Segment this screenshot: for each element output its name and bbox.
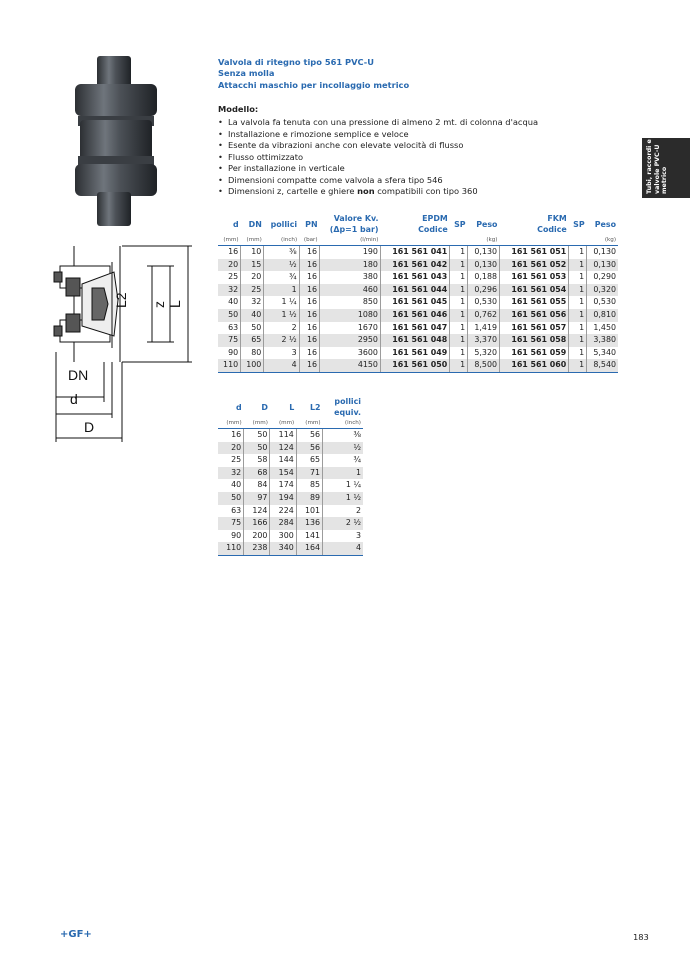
table-cell: 8,500 (468, 359, 500, 372)
table-row (218, 517, 363, 530)
table-cell: 0,130 (587, 259, 618, 272)
table-cell: ½ (264, 259, 299, 272)
dimension-label-z: z (151, 301, 167, 308)
product-subtitle-spring: Senza molla (218, 68, 275, 79)
table-cell: 161 561 060 (499, 359, 568, 372)
table-cell: 380 (320, 271, 381, 284)
unit-label: (mm) (305, 420, 321, 426)
table-cell: 25 (241, 284, 264, 297)
table-cell: 40 (228, 297, 239, 307)
table-cell: 154 (270, 467, 296, 480)
unit-label: (l/min) (360, 237, 379, 243)
table-cell: 0,810 (587, 309, 618, 322)
col-header-dn: DN (248, 219, 262, 229)
dimensions-table (218, 396, 363, 556)
table-cell: 161 561 048 (380, 334, 449, 347)
table-cell: 110 (218, 542, 244, 555)
table-cell: 1 (569, 309, 587, 322)
table-cell: 1,419 (468, 322, 500, 335)
table-cell: 2950 (320, 334, 381, 347)
table-cell: 1670 (320, 322, 381, 335)
chapter-side-tab (642, 138, 690, 198)
table-cell: 16 (299, 359, 319, 372)
table-cell: 0,320 (587, 284, 618, 297)
table-cell: 161 561 055 (499, 296, 568, 309)
feature-text: Dimensioni compatte come valvola a sfera tipo 546 (228, 174, 443, 185)
table-cell: 200 (244, 530, 270, 543)
table-cell: 1 (569, 259, 587, 272)
table-cell: 1 (264, 284, 299, 297)
table-cell: 161 561 042 (380, 259, 449, 272)
table-cell: 85 (296, 479, 322, 492)
list-item (218, 163, 538, 175)
col-header-d: d (232, 219, 239, 229)
col-header-pollici: pollici (270, 219, 298, 229)
col-header-d: d (235, 402, 242, 412)
table-cell: 124 (244, 505, 270, 518)
table-cell: 0,188 (468, 271, 500, 284)
table-cell: 20 (218, 259, 241, 272)
table-cell: 3,370 (468, 334, 500, 347)
table-cell: 75 (218, 517, 244, 530)
table-cell: 65 (296, 454, 322, 467)
table-cell: 16 (299, 259, 319, 272)
table-cell: ½ (323, 442, 363, 455)
table-cell: 161 561 053 (499, 271, 568, 284)
table-cell: 2 (323, 505, 363, 518)
feature-text: La valvola fa tenuta con una pressione di almeno 2 mt. di colonna d'acqua (228, 117, 539, 127)
table-cell: 161 561 057 (499, 322, 568, 335)
table-cell: 40 (231, 480, 242, 490)
table-cell: 32 (218, 467, 244, 480)
table-cell: 25 (231, 455, 242, 465)
table-cell: 1 ½ (323, 492, 363, 505)
feature-text: Flusso ottimizzato (228, 151, 304, 162)
table-cell: 20 (241, 271, 264, 284)
model-title: Modello: (218, 104, 259, 114)
table-cell: 16 (299, 271, 319, 284)
table-cell: 50 (218, 492, 244, 505)
table-cell: 71 (296, 467, 322, 480)
table-cell: 65 (241, 334, 264, 347)
table-cell: 16 (299, 296, 319, 309)
unit-label: (mm) (252, 420, 268, 426)
table-cell: 460 (320, 284, 381, 297)
table-cell: 161 561 050 (380, 359, 449, 372)
table-row (218, 479, 363, 492)
table-cell: 3 (323, 530, 363, 543)
valve-product-photo (66, 56, 174, 226)
table-cell: 15 (241, 259, 264, 272)
list-item (218, 175, 538, 187)
table-cell: 1 ¼ (323, 479, 363, 492)
table-cell: 161 561 041 (380, 246, 449, 259)
table-cell: 161 561 059 (499, 347, 568, 360)
bullet-icon: • (218, 151, 223, 162)
unit-label: (kg) (486, 237, 498, 243)
table-cell: 101 (296, 505, 322, 518)
table-row (218, 505, 363, 518)
table-cell: 180 (320, 259, 381, 272)
table-cell: 166 (244, 517, 270, 530)
table-row (218, 271, 618, 284)
table-cell: 0,290 (587, 271, 618, 284)
table-cell: 97 (244, 492, 270, 505)
valve-dimension-drawing (52, 242, 198, 442)
col-header-sp: SP (454, 219, 466, 229)
table-row (218, 259, 618, 272)
chapter-side-tab-label: Tubi, raccordi e valvole PVC-U metrico (646, 139, 668, 194)
table-cell: 32 (241, 296, 264, 309)
table-row (218, 530, 363, 543)
col-header-peso: Peso (476, 219, 498, 229)
table-cell: 110 (218, 359, 241, 372)
table-cell: ¾ (323, 454, 363, 467)
table-cell: 161 561 043 (380, 271, 449, 284)
table-cell: 1 (450, 284, 468, 297)
col-header-epdm: EPDM Codice (418, 214, 448, 234)
feature-text-emphasis: non (357, 186, 375, 196)
table-cell: 1 (450, 334, 468, 347)
list-item (218, 129, 538, 141)
table-cell: 16 (299, 309, 319, 322)
table-cell: 161 561 058 (499, 334, 568, 347)
dimension-label-l2: L2 (113, 292, 129, 308)
table-cell: 1 (450, 322, 468, 335)
table-cell: 4 (264, 359, 299, 372)
table-cell: 1,450 (587, 322, 618, 335)
table-cell: 1 (450, 309, 468, 322)
table-row (218, 334, 618, 347)
table-cell: 50 (241, 322, 264, 335)
unit-label: (inch) (281, 237, 298, 243)
table-row (218, 467, 363, 480)
table-cell: 56 (296, 442, 322, 455)
table-cell: 63 (228, 322, 239, 332)
list-item (218, 117, 538, 129)
table-cell: 164 (296, 542, 322, 555)
table-cell: 0,296 (468, 284, 500, 297)
table-cell: 3,380 (587, 334, 618, 347)
table-cell: 161 561 047 (380, 322, 449, 335)
table-cell: 16 (299, 347, 319, 360)
table-cell: 2 ½ (323, 517, 363, 530)
table-cell: 1 (323, 467, 363, 480)
dimension-label-d-large: D (84, 419, 95, 435)
table-cell: 1 (569, 284, 587, 297)
table-cell: 68 (244, 467, 270, 480)
table-cell: 32 (218, 284, 241, 297)
table-cell: 10 (241, 246, 264, 259)
table-cell: 850 (320, 296, 381, 309)
table-cell: 224 (270, 505, 296, 518)
table-cell: 1 (450, 246, 468, 259)
table-cell: 5,340 (587, 347, 618, 360)
table-cell: 2 (264, 322, 299, 335)
table-cell: 1 (569, 296, 587, 309)
bullet-icon: • (218, 117, 223, 127)
table-cell: 1 ½ (264, 309, 299, 322)
feature-text: Esente da vibrazioni anche con elevate velocità di flusso (228, 140, 464, 150)
col-header-sp: SP (573, 219, 585, 229)
table-cell: 63 (231, 505, 242, 515)
feature-text: Dimensioni z, cartelle e ghiere (228, 186, 358, 196)
table-cell: 16 (299, 246, 319, 259)
table-cell: 1 (450, 296, 468, 309)
table-cell: 144 (270, 454, 296, 467)
product-subtitle-connection: Attacchi maschio per incollaggio metrico (218, 79, 410, 90)
bullet-icon: • (218, 140, 223, 150)
feature-text: Per installazione in verticale (228, 163, 345, 173)
table-cell: 190 (320, 246, 381, 259)
page-number: 183 (633, 932, 649, 942)
table-cell: 238 (244, 542, 270, 555)
bullet-icon: • (218, 174, 223, 185)
table-cell: 1 (569, 347, 587, 360)
table-row (218, 284, 618, 297)
col-header-d-outer: D (261, 402, 268, 412)
table-cell: 50 (218, 309, 241, 322)
table-cell: 161 561 051 (499, 246, 568, 259)
gf-logo: +GF+ (60, 929, 92, 940)
table-cell: 141 (296, 530, 322, 543)
unit-label: (bar) (303, 237, 318, 243)
table-cell: 0,762 (468, 309, 500, 322)
model-features-list (218, 117, 538, 198)
table-cell: 340 (270, 542, 296, 555)
table-cell: 75 (218, 334, 241, 347)
table-cell: 161 561 045 (380, 296, 449, 309)
table-cell: 20 (218, 442, 244, 455)
feature-text-tail: compatibili con tipo 360 (374, 186, 478, 196)
table-cell: 1 (450, 359, 468, 372)
table-cell: 50 (244, 442, 270, 455)
table-cell: 25 (228, 272, 239, 282)
table-cell: 40 (241, 309, 264, 322)
table-cell: 161 561 046 (380, 309, 449, 322)
table-cell: 161 561 049 (380, 347, 449, 360)
table-cell: 284 (270, 517, 296, 530)
table-row (218, 442, 363, 455)
bullet-icon: • (218, 186, 223, 196)
table-cell: 84 (244, 479, 270, 492)
table-cell: 0,130 (587, 246, 618, 259)
table-cell: 80 (241, 347, 264, 360)
table-cell: 136 (296, 517, 322, 530)
bullet-icon: • (218, 163, 223, 173)
table-cell: 100 (241, 359, 264, 372)
product-heading (218, 57, 409, 91)
unit-label: (mm) (226, 420, 242, 426)
table-cell: 124 (270, 442, 296, 455)
col-header-kv: Valore Kv. (Δp=1 bar) (329, 214, 379, 234)
table-cell: 0,530 (587, 296, 618, 309)
table-cell: 90 (231, 530, 242, 540)
table-cell: 50 (244, 429, 270, 442)
table-cell: 4150 (320, 359, 381, 372)
table-cell: 16 (299, 322, 319, 335)
table-row (218, 296, 618, 309)
table-cell: 16 (231, 430, 242, 439)
table-cell: 1 ¼ (264, 296, 299, 309)
dimension-label-d-small: d (70, 391, 78, 407)
col-header-l: L (289, 402, 295, 412)
table-cell: 1 (450, 259, 468, 272)
unit-label: (mm) (223, 237, 239, 243)
bullet-icon: • (218, 128, 223, 139)
col-header-peso: Peso (594, 219, 616, 229)
table-cell: 194 (270, 492, 296, 505)
table-cell: 3 (264, 347, 299, 360)
unit-label: (inch) (344, 420, 361, 426)
list-item (218, 186, 538, 198)
table-cell: 161 561 044 (380, 284, 449, 297)
table-cell: ⅜ (264, 246, 299, 259)
table-row (218, 309, 618, 322)
table-row (218, 347, 618, 360)
table-cell: ¾ (264, 271, 299, 284)
col-header-pn: PN (305, 219, 318, 229)
table-row (218, 246, 618, 259)
table-cell: 90 (228, 347, 239, 357)
table-cell: 1 (450, 271, 468, 284)
table-cell: 1 (569, 359, 587, 372)
codes-table (218, 213, 618, 373)
table-cell: 161 561 056 (499, 309, 568, 322)
table-cell: 161 561 054 (499, 284, 568, 297)
col-header-l2: L2 (310, 402, 321, 412)
table-cell: 5,320 (468, 347, 500, 360)
table-cell: 56 (296, 429, 322, 442)
table-cell: 3600 (320, 347, 381, 360)
table-cell: 1 (569, 271, 587, 284)
table-cell: 2 ½ (264, 334, 299, 347)
table-row (218, 542, 363, 555)
table-cell: 161 561 052 (499, 259, 568, 272)
table-cell: 0,130 (468, 259, 500, 272)
list-item (218, 152, 538, 164)
table-row (218, 429, 363, 442)
table-row (218, 322, 618, 335)
table-row (218, 454, 363, 467)
unit-label: (mm) (278, 420, 295, 426)
table-cell: 1 (450, 347, 468, 360)
table-cell: 0,130 (468, 246, 500, 259)
dimension-label-l: L (167, 300, 183, 308)
col-header-pollici-equiv: pollici equiv. (334, 397, 361, 417)
table-cell: 4 (323, 542, 363, 555)
dimension-label-dn: DN (68, 367, 89, 383)
table-cell: 174 (270, 479, 296, 492)
table-cell: 300 (270, 530, 296, 543)
table-row (218, 359, 618, 372)
table-cell: 1 (569, 322, 587, 335)
table-cell: 0,530 (468, 296, 500, 309)
table-cell: 16 (299, 284, 319, 297)
table-cell: 114 (270, 429, 296, 442)
table-cell: 16 (299, 334, 319, 347)
feature-text: Installazione e rimozione semplice e veloce (228, 128, 409, 139)
table-cell: 8,540 (587, 359, 618, 372)
unit-label: (kg) (604, 237, 616, 243)
table-cell: 1 (569, 246, 587, 259)
table-cell: 89 (296, 492, 322, 505)
table-cell: ⅜ (323, 429, 363, 442)
col-header-fkm: FKM Codice (537, 214, 567, 234)
product-title: Valvola di ritegno tipo 561 PVC-U (218, 57, 374, 67)
table-cell: 16 (228, 247, 239, 256)
table-cell: 1080 (320, 309, 381, 322)
list-item (218, 140, 538, 152)
table-cell: 1 (569, 334, 587, 347)
table-row (218, 492, 363, 505)
table-cell: 58 (244, 454, 270, 467)
unit-label: (mm) (246, 237, 262, 243)
